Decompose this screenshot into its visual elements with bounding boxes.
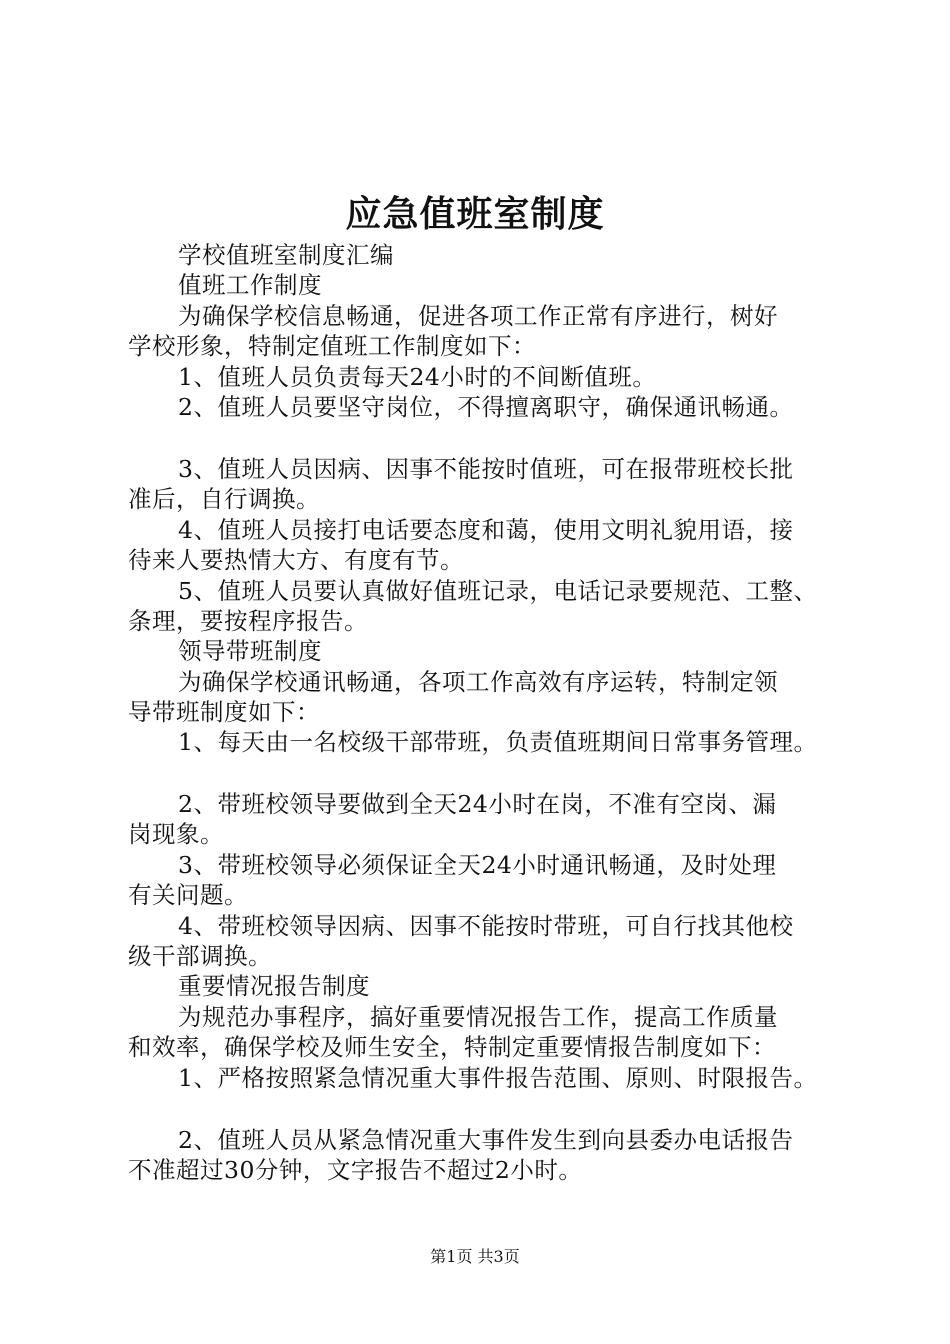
text-line: 准后，自行调换。 (128, 485, 320, 513)
text-line: 为确保学校信息畅通，促进各项工作正常有序进行，树好 (178, 302, 778, 330)
text-line: 4、值班人员接打电话要态度和蔼，使用文明礼貌用语，接 (178, 516, 794, 544)
page-number: 第1页 共3页 (430, 1247, 520, 1266)
text-line: 2、值班人员从紧急情况重大事件发生到向县委办电话报告 (178, 1126, 794, 1154)
page-title: 应急值班室制度 (345, 194, 605, 235)
text-line: 待来人要热情大方、有度有节。 (128, 546, 464, 574)
text-line: 为规范办事程序，搞好重要情况报告工作，提高工作质量 (178, 1003, 778, 1031)
text-line: 学校值班室制度汇编 (178, 241, 394, 269)
section-heading: 领导带班制度 (178, 637, 322, 665)
text-line: 级干部调换。 (128, 942, 272, 970)
text-line: 学校形象，特制定值班工作制度如下： (128, 332, 536, 360)
text-line: 1、严格按照紧急情况重大事件报告范围、原则、时限报告。 (178, 1064, 818, 1092)
text-line: 为确保学校通讯畅通，各项工作高效有序运转，特制定领 (178, 668, 778, 696)
text-line: 1、值班人员负责每天24小时的不间断值班。 (178, 363, 657, 391)
text-line: 1、每天由一名校级干部带班，负责值班期间日常事务管理。 (178, 728, 818, 756)
section-heading: 值班工作制度 (178, 271, 322, 299)
text-line: 岗现象。 (128, 820, 224, 848)
text-line: 3、值班人员因病、因事不能按时值班，可在报带班校长批 (178, 455, 794, 483)
text-line: 有关问题。 (128, 881, 248, 909)
section-heading: 重要情况报告制度 (178, 972, 370, 1000)
text-line: 条理，要按程序报告。 (128, 607, 368, 635)
text-line: 2、带班校领导要做到全天24小时在岗，不准有空岗、漏 (178, 790, 777, 818)
text-line: 5、值班人员要认真做好值班记录，电话记录要规范、工整、 (178, 577, 818, 605)
text-line: 2、值班人员要坚守岗位，不得擅离职守，确保通讯畅通。 (178, 393, 794, 421)
text-line: 4、带班校领导因病、因事不能按时带班，可自行找其他校 (178, 912, 794, 940)
text-line: 导带班制度如下： (128, 698, 320, 726)
text-line: 3、带班校领导必须保证全天24小时通讯畅通，及时处理 (178, 851, 777, 879)
text-line: 和效率，确保学校及师生安全，特制定重要情报告制度如下： (128, 1033, 776, 1061)
text-line: 不准超过30分钟，文字报告不超过2小时。 (128, 1156, 583, 1184)
